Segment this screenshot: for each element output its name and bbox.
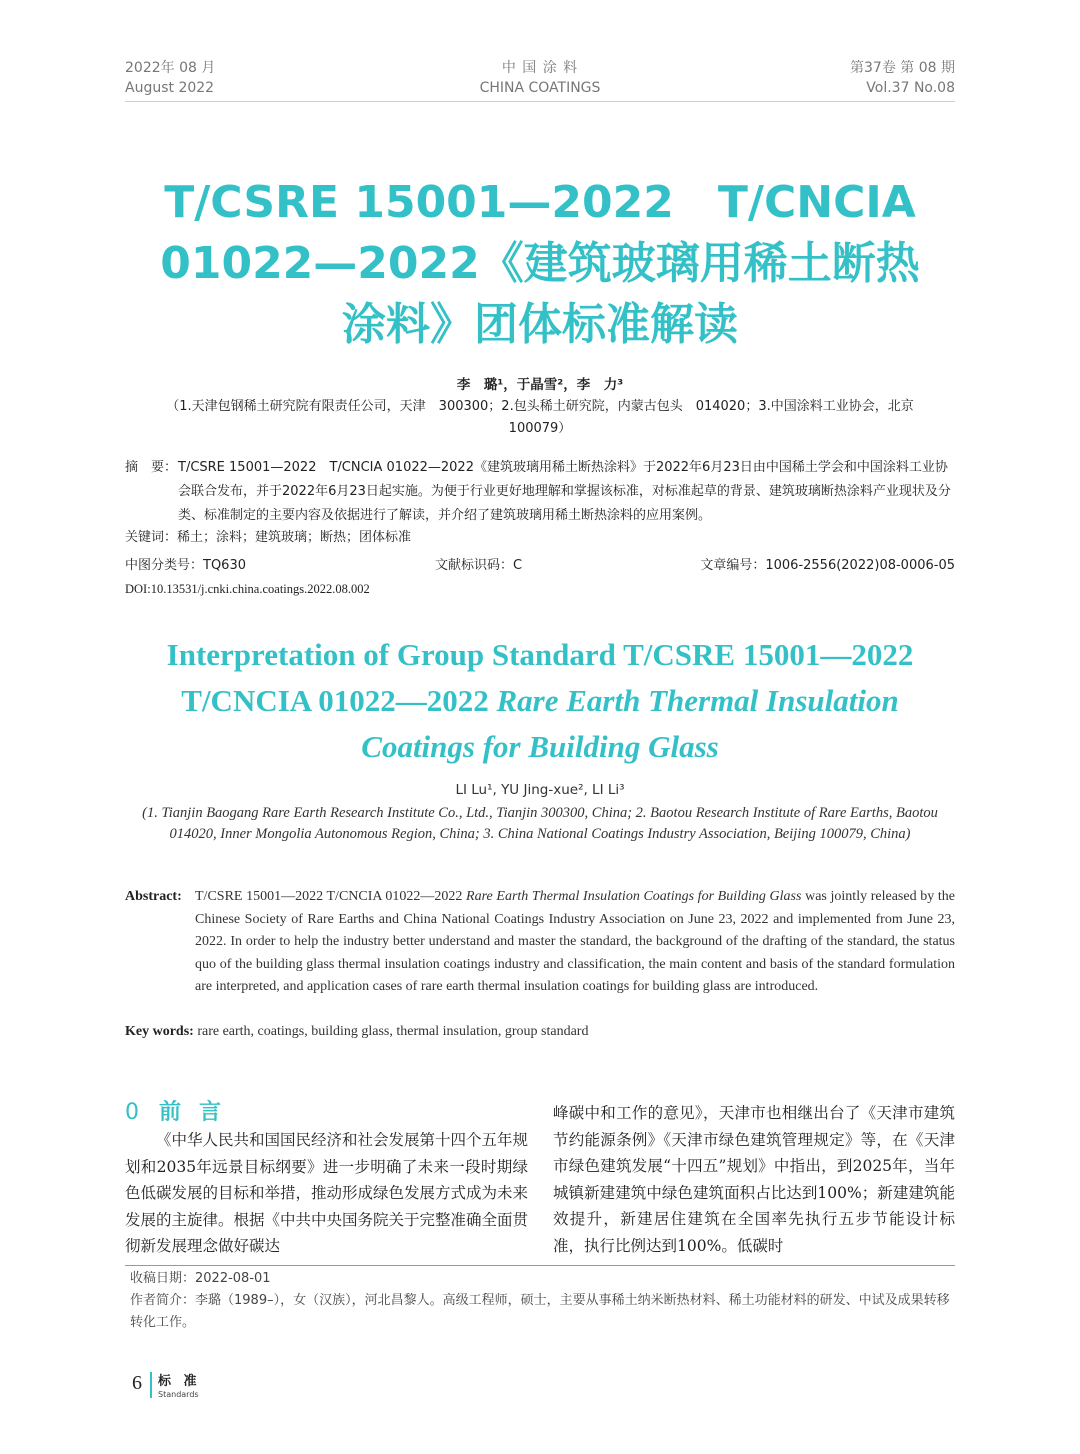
affiliations-cn bbox=[125, 396, 955, 440]
document-code: 文献标识码：C bbox=[435, 558, 523, 573]
abstract-en-label: Abstract: bbox=[125, 889, 182, 904]
affiliations-cn-line1: （1.天津包钢稀土研究院有限责任公司，天津 300300；2.包头稀土研究院，内蒙古包头 014020；3.中国涂料工业协会，北京 bbox=[166, 399, 914, 414]
doi: DOI:10.13531/j.cnki.china.coatings.2022.08.002 bbox=[125, 582, 370, 596]
chinese-title-line3: 涂料》团体标准解读 bbox=[342, 299, 738, 350]
page-number: 6 bbox=[132, 1372, 142, 1394]
body-paragraph-left: 《中华人民共和国国民经济和社会发展第十四个五年规划和2035年远景目标纲要》进一步明确了未来一段时期绿色低碳发展的目标和举措，推动形成绿色发展方式成为未来发展的主旋律。根据《中共中央国务院关于完整准确全面贯彻新发展理念做好碳达 bbox=[125, 1131, 529, 1255]
authors-en: LI Lu¹, YU Jing-xue², LI Li³ bbox=[455, 782, 625, 798]
abstract-cn-text: T/CSRE 15001—2022 T/CNCIA 01022—2022《建筑玻璃用稀土断热涂料》于2022年6月23日由中国稀土学会和中国涂料工业协会联合发布，并于2022年6月23日起实施。为便于行业更好地理解和掌握该标准，对标准起草的背景、建筑玻璃断热涂料产业现状及分类、标准制定的主要内容及依据进行了解读，并介绍了建筑玻璃用稀土断热涂料的应用案例。 bbox=[178, 460, 951, 523]
affiliations-cn-line2: 100079） bbox=[508, 421, 572, 436]
english-title-line3 bbox=[100, 724, 980, 770]
keywords-en-label: Key words: bbox=[125, 1024, 194, 1039]
section-title: 前言 bbox=[159, 1100, 240, 1125]
keywords-cn: 关键词：稀土；涂料；建筑玻璃；断热；团体标准 bbox=[125, 530, 412, 545]
body-column-left bbox=[125, 1127, 528, 1260]
received-date: 收稿日期：2022-08-01 bbox=[130, 1271, 271, 1286]
journal-name-en: CHINA COATINGS bbox=[479, 80, 601, 96]
clc-number: 中图分类号：TQ630 bbox=[125, 558, 246, 573]
english-title-line2-a: T/CNCIA 01022—2022 bbox=[181, 683, 497, 718]
section-heading bbox=[125, 1095, 239, 1126]
abstract-en bbox=[125, 886, 955, 999]
volume-en: Vol.37 No.08 bbox=[866, 80, 955, 96]
abstract-en-text bbox=[195, 886, 955, 999]
english-title bbox=[100, 632, 980, 770]
article-number: 文章编号：1006-2556(2022)08-0006-05 bbox=[700, 558, 955, 573]
english-title-line2 bbox=[100, 678, 980, 724]
footer-section-cn: 标 准 bbox=[158, 1374, 201, 1389]
abstract-en-post: was jointly released by the Chinese Society of Rare Earths and China National Coatings Industry Association on June 23, 2022 and implemented from June 23, 2022. In order to help the industry better understand and master the standard, the background of the drafting of the standard, the status quo of the building glass thermal insulation coatings industry and classification, the main content and basis of the standard formulation are interpreted, and application cases of rare earth thermal insulation coatings for building glass are introduced. bbox=[195, 889, 955, 994]
chinese-title-line2: 01022—2022《建筑玻璃用稀土断热 bbox=[160, 238, 920, 289]
english-title-line3-text: Coatings for Building Glass bbox=[361, 729, 719, 764]
affiliations-en: (1. Tianjin Baogang Rare Earth Research Institute Co., Ltd., Tianjin 300300, China; 2. Baotou Research Institute of Rare Earths, Baotou 014020, Inner Mongolia Autonomous Region, China; 3. China National Coatings Industry Association, Beijing 100079, China) bbox=[142, 805, 938, 842]
issue-date bbox=[125, 58, 215, 98]
issue-date-en: August 2022 bbox=[125, 80, 215, 96]
abstract-en-italic: Rare Earth Thermal Insulation Coatings for Building Glass bbox=[466, 889, 802, 904]
volume-cn: 第37卷 第 08 期 bbox=[850, 60, 955, 76]
chinese-title-line1: T/CSRE 15001—2022 T/CNCIA bbox=[164, 177, 916, 228]
abstract-cn bbox=[125, 456, 955, 528]
journal-name bbox=[390, 58, 690, 98]
english-title-line1: Interpretation of Group Standard T/CSRE 15001—2022 bbox=[166, 637, 914, 672]
chinese-title bbox=[100, 172, 980, 355]
keywords-en bbox=[125, 1024, 955, 1040]
footer-accent-bar bbox=[150, 1372, 152, 1398]
english-title-line2-b: Rare Earth Thermal Insulation bbox=[496, 683, 899, 718]
abstract-cn-label: 摘 要： bbox=[125, 460, 178, 475]
journal-name-cn: 中 国 涂 料 bbox=[501, 60, 579, 76]
footnote-divider bbox=[125, 1265, 955, 1266]
authors-cn: 李 璐¹，于晶雪²，李 力³ bbox=[456, 377, 624, 393]
body-column-right bbox=[553, 1100, 955, 1259]
footnote bbox=[130, 1268, 955, 1334]
abstract-en-pre: T/CSRE 15001—2022 T/CNCIA 01022—2022 bbox=[195, 889, 467, 904]
header-divider bbox=[125, 101, 955, 102]
section-number: 0 bbox=[125, 1100, 141, 1125]
body-paragraph-right: 峰碳中和工作的意见》，天津市也相继出台了《天津市建筑节约能源条例》《天津市绿色建筑管理规定》等，在《天津市绿色建筑发展“十四五”规划》中指出，到2025年，当年城镇新建建筑中绿色建筑面积占比达到100%；新建建筑能效提升，新建居住建筑在全国率先执行五步节能设计标准，执行比例达到100%。低碳时 bbox=[553, 1104, 955, 1255]
footer-section-en: Standards bbox=[158, 1390, 199, 1399]
issue-date-cn: 2022年 08 月 bbox=[125, 60, 216, 76]
volume-info bbox=[850, 58, 955, 98]
keywords-en-text: rare earth, coatings, building glass, thermal insulation, group standard bbox=[197, 1024, 589, 1039]
author-bio: 作者简介：李璐（1989–），女（汉族），河北昌黎人。高级工程师，硕士，主要从事稀土纳米断热材料、稀土功能材料的研发、中试及成果转移转化工作。 bbox=[130, 1293, 950, 1330]
